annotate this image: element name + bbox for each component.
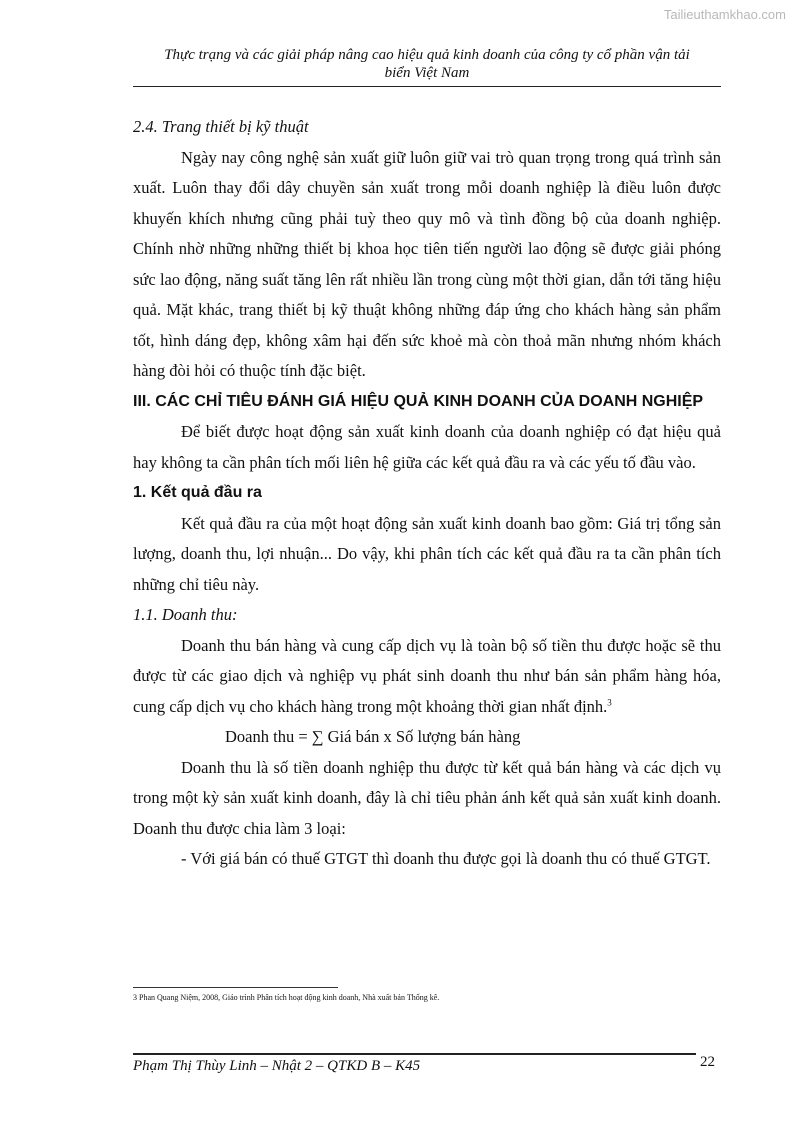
- footer-author: Phạm Thị Thùy Linh – Nhật 2 – QTKD B – K45: [133, 1058, 421, 1074]
- footnote-divider: [133, 987, 338, 988]
- running-header: [133, 46, 721, 82]
- page-body: [133, 112, 721, 875]
- watermark-text: Tailieuthamkhao.com: [663, 7, 786, 22]
- section-2-4-heading: 2.4. Trang thiết bị kỹ thuật: [133, 117, 309, 136]
- page-number: 22: [700, 1054, 715, 1070]
- footnote-text: 3 Phan Quang Niệm, 2008, Giáo trình Phân tích hoạt động kinh doanh, Nhà xuất bản Thống kê.: [133, 993, 440, 1002]
- header-divider: [133, 86, 721, 87]
- revenue-formula: Doanh thu = ∑ Giá bán x Số lượng bán hàng: [225, 727, 521, 746]
- section-1-1-paragraph-1-text: Doanh thu bán hàng và cung cấp dịch vụ là toàn bộ số tiền thu được hoặc sẽ thu được từ các giao dịch và nghiệp vụ phát sinh doanh thu như bán sản phẩm hàng hóa, cung cấp dịch vụ cho khách hàng trong một khoảng thời gian nhất định.: [133, 635, 721, 716]
- footer-divider: [133, 1053, 696, 1055]
- section-1-1-heading: 1.1. Doanh thu:: [133, 605, 238, 624]
- section-1-1-bullet-1: - Với giá bán có thuế GTGT thì doanh thu được gọi là doanh thu có thuế GTGT.: [181, 849, 711, 868]
- header-title-line-2: biển Việt Nam: [384, 65, 470, 81]
- section-3-heading: III. CÁC CHỈ TIÊU ĐÁNH GIÁ HIỆU QUẢ KINH DOANH CỦA DOANH NGHIỆP: [133, 392, 704, 410]
- header-title-line-1: Thực trạng và các giải pháp nâng cao hiệu quả kinh doanh của công ty cổ phần vận tải: [164, 47, 690, 63]
- section-1-1-paragraph-2: Doanh thu là số tiền doanh nghiệp thu được từ kết quả bán hàng và các dịch vụ trong một kỳ sản xuất kinh doanh, đây là chỉ tiêu phản ánh kết quả sản xuất kinh doanh. Doanh thu được chia làm 3 loại:: [133, 757, 721, 838]
- section-1-paragraph: Kết quả đầu ra của một hoạt động sản xuất kinh doanh bao gồm: Giá trị tổng sản lượng, doanh thu, lợi nhuận... Do vậy, khi phân tích các kết quả đầu ra ta cần phân tích những chỉ tiêu này.: [133, 513, 721, 594]
- section-3-paragraph: Để biết được hoạt động sản xuất kinh doanh của doanh nghiệp có đạt hiệu quả hay không ta cần phân tích mối liên hệ giữa các kết quả đầu ra và các yếu tố đầu vào.: [133, 422, 721, 472]
- footnote-reference[interactable]: 3: [607, 697, 612, 707]
- section-1-heading: 1. Kết quả đầu ra: [133, 484, 262, 501]
- section-1-1-paragraph-1: [133, 631, 721, 723]
- section-2-4-paragraph: Ngày nay công nghệ sản xuất giữ luôn giữ vai trò quan trọng trong quá trình sản xuất. Luôn thay đổi dây chuyền sản xuất trong mỗi doanh nghiệp là điều luôn được khuyến khích nhưng cũng phải tuỳ theo quy mô và tình đồng bộ của doanh nghiệp. Chính nhờ những những thiết bị khoa học tiên tiến người lao động sẽ được giải phóng sức lao động, năng suất tăng lên rất nhiều lần trong cùng một thời gian, dẫn tới tăng hiệu quả. Mặt khác, trang thiết bị kỹ thuật không những đáp ứng cho khách hàng sản phẩm tốt, hình dáng đẹp, không xâm hại đến sức khoẻ mà còn thoả mãn nhưng nhóm khách hàng đòi hỏi có thuộc tính đặc biệt.: [133, 147, 721, 380]
